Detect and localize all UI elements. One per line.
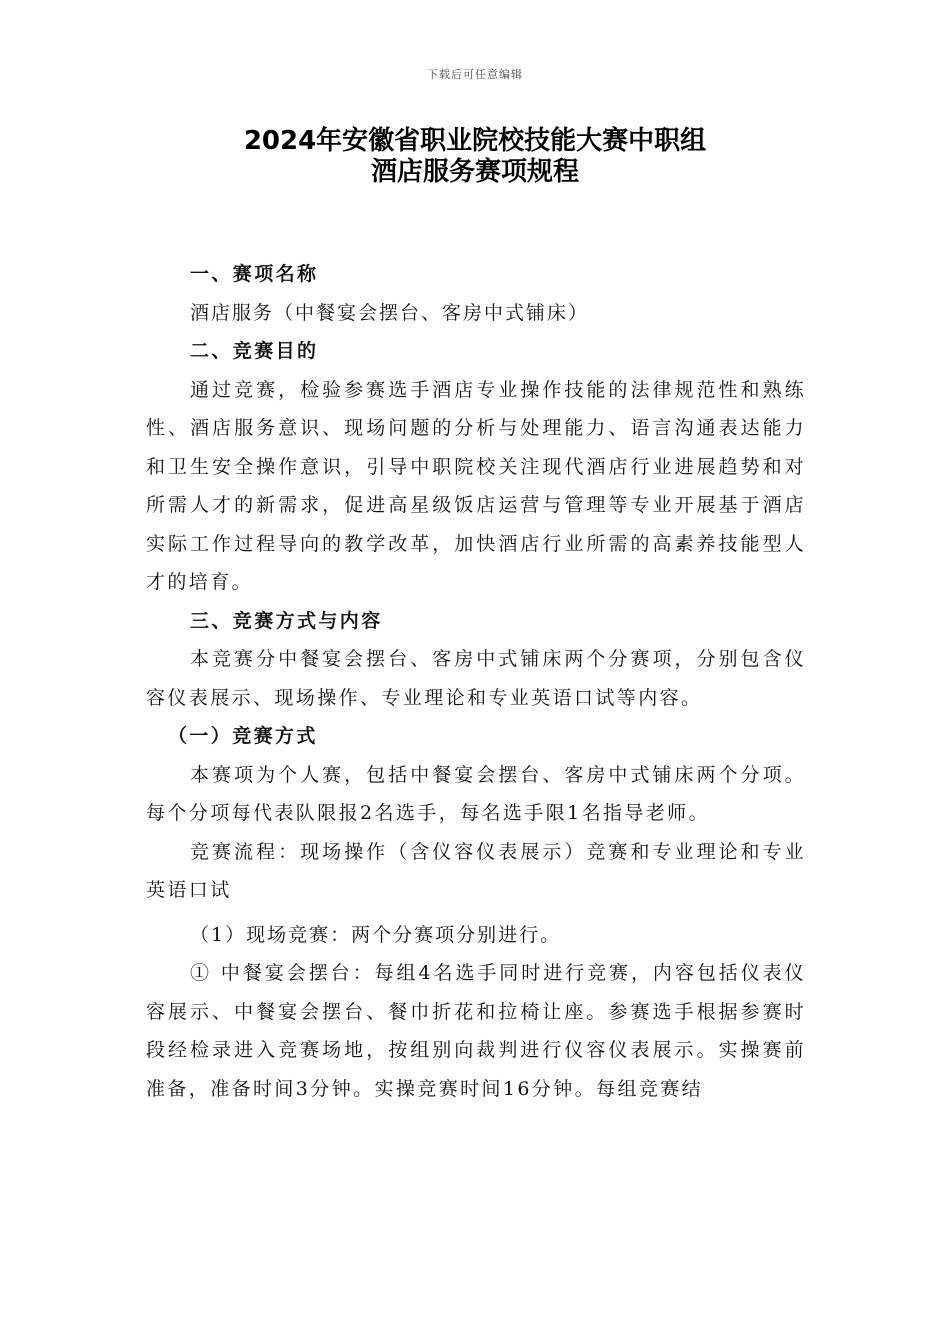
section-heading-method-content: 三、竞赛方式与内容 (190, 609, 383, 632)
section-heading-purpose: 二、竞赛目的 (190, 340, 319, 362)
competition-flow-paragraph: 竞赛流程：现场操作（含仪容仪表展示）竞赛和专业理论和专业英语口试 (146, 840, 806, 901)
document-title-line1: 2024年安徽省职业院校技能大赛中职组 (243, 126, 707, 156)
onsite-competition-paragraph: （1）现场竞赛：两个分赛项分别进行。 (190, 923, 562, 946)
individual-competition-paragraph: 本赛项为个人赛，包括中餐宴会摆台、客房中式铺床两个分项。每个分项每代表队限报2名选手，每名选手限1名指导老师。 (146, 763, 806, 824)
method-content-paragraph: 本竞赛分中餐宴会摆台、客房中式铺床两个分赛项，分别包含仪容仪表展示、现场操作、专业理论和专业英语口试等内容。 (146, 648, 806, 709)
header-note: 下载后可任意编辑 (427, 68, 523, 81)
subsection-heading-competition-method: （一）竞赛方式 (168, 725, 318, 747)
event-name-text: 酒店服务（中餐宴会摆台、客房中式铺床） (190, 301, 590, 324)
document-body (146, 255, 806, 1108)
banquet-setup-paragraph: ① 中餐宴会摆台：每组4名选手同时进行竞赛，内容包括仪表仪容展示、中餐宴会摆台、餐巾折花和拉椅让座。参赛选手根据参赛时段经检录进入竞赛场地，按组别向裁判进行仪容仪表展示。实操赛前准备，准备时间3分钟。实操竞赛时间16分钟。每组竞赛结 (146, 962, 806, 1100)
document-title-line2: 酒店服务赛项规程 (370, 157, 579, 187)
section-heading-event-name: 一、赛项名称 (190, 263, 319, 285)
purpose-paragraph: 通过竞赛，检验参赛选手酒店专业操作技能的法律规范性和熟练性、酒店服务意识、现场问题的分析与处理能力、语言沟通表达能力和卫生安全操作意识，引导中职院校关注现代酒店行业进展趋势和对所需人才的新需求，促进高星级饭店运营与管理等专业开展基于酒店实际工作过程导向的教学改革，加快酒店行业所需的高素养技能型人才的培育。 (146, 378, 806, 593)
